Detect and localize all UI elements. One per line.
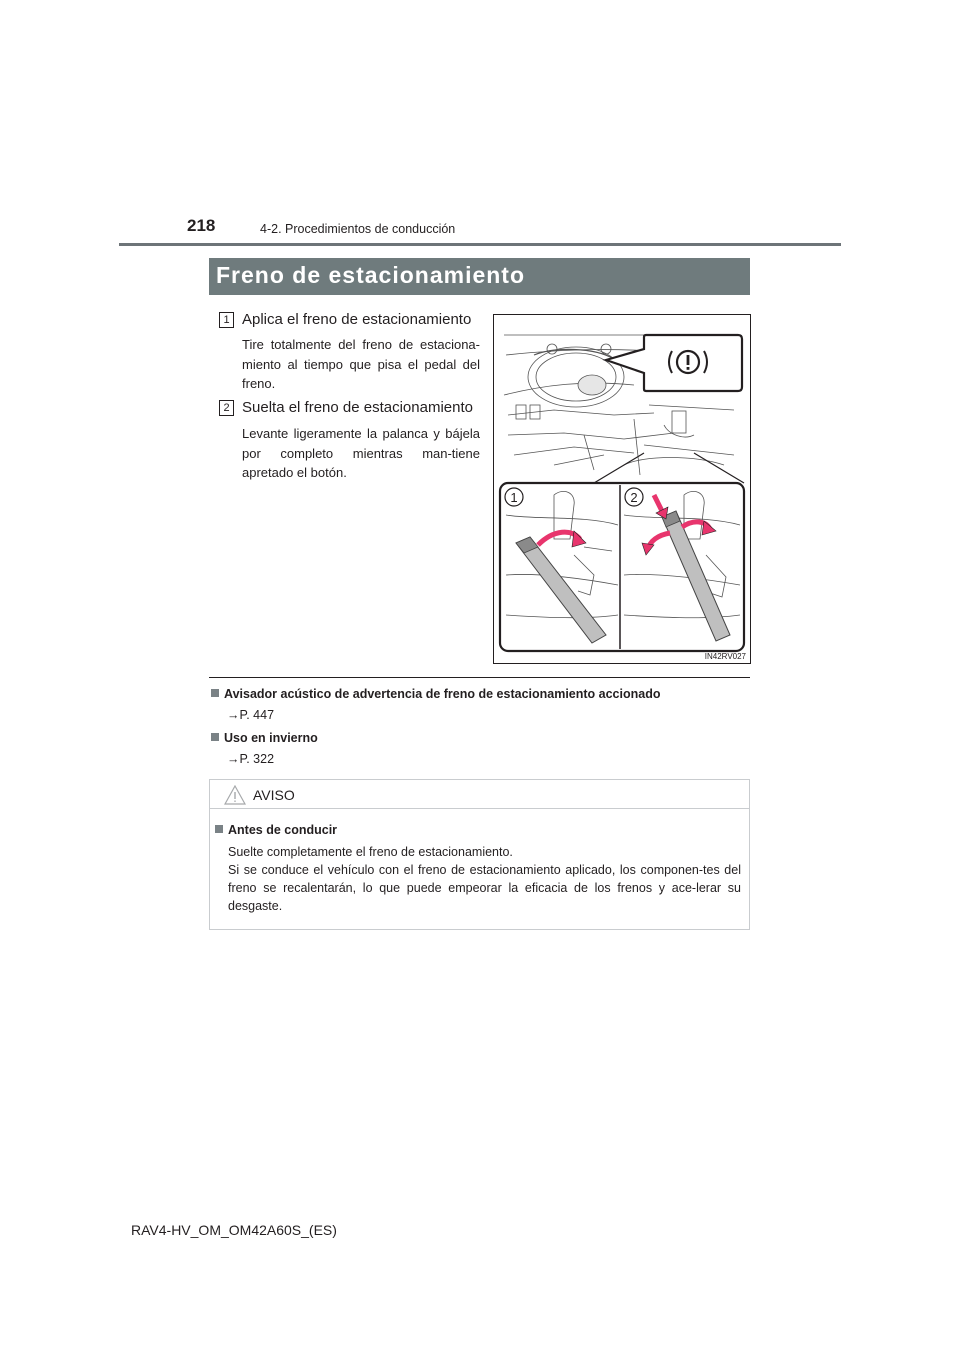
- svg-text:1: 1: [510, 490, 518, 505]
- note-ref-1[interactable]: →P. 447: [227, 708, 275, 722]
- warning-header: [210, 780, 749, 809]
- warning-label: AVISO: [253, 787, 295, 803]
- bullet-square-icon: [215, 825, 223, 833]
- callout-1: [505, 488, 523, 506]
- warning-item-heading: Antes de conducir: [215, 823, 337, 837]
- footer-code: RAV4-HV_OM_OM42A60S_(ES): [131, 1222, 337, 1238]
- bullet-square-icon: [211, 733, 219, 741]
- step-body-1: Tire totalmente del freno de estaciona-miento al tiempo que pisa el pedal del freno.: [242, 337, 480, 391]
- step-heading-1: Aplica el freno de estacionamiento: [242, 311, 472, 328]
- page-title: Freno de estacionamiento: [209, 258, 750, 295]
- header-rule: [119, 243, 841, 246]
- step-number-2: 2: [219, 400, 234, 416]
- bullet-square-icon: [211, 689, 219, 697]
- warning-line-2: Si se conduce el vehículo con el freno de estacionamiento aplicado, los componen-tes del freno se recalentarán, lo que puede empeorar la eficacia de los frenos y ace-lerar su desgaste.: [228, 863, 741, 913]
- svg-text:2: 2: [630, 490, 638, 505]
- warning-box: [209, 779, 750, 930]
- section-title: 4-2. Procedimientos de conducción: [260, 222, 456, 236]
- note-ref-2[interactable]: →P. 322: [227, 752, 275, 766]
- parking-brake-illustration: [494, 315, 750, 663]
- warning-light-callout: [606, 335, 742, 391]
- warning-line-1: Suelte completamente el freno de estacionamiento.: [228, 845, 513, 859]
- warning-triangle-icon: [224, 785, 246, 805]
- step-body-2: Levante ligeramente la palanca y bájela por completo mientras man-tiene apretado el botón.: [242, 426, 480, 480]
- parking-brake-figure: [493, 314, 751, 664]
- step-number-1: 1: [219, 312, 234, 328]
- note-heading-1: Avisador acústico de advertencia de freno de estacionamiento accionado: [211, 687, 660, 701]
- page-number: 218: [187, 216, 216, 235]
- section-divider: [209, 677, 750, 678]
- note-heading-2: Uso en invierno: [211, 731, 318, 745]
- callout-2: [625, 488, 643, 506]
- figure-code: IN42RV027: [704, 652, 746, 661]
- step-heading-2: Suelta el freno de estacionamiento: [242, 399, 473, 416]
